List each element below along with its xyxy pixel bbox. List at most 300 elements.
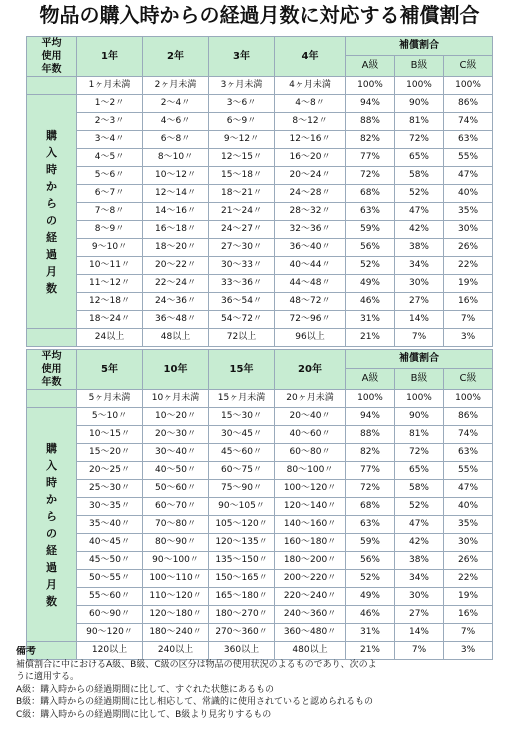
- compensation-rate-cell: 40%: [444, 498, 493, 516]
- elapsed-months-cell: 40～44〃: [275, 257, 346, 275]
- table-row: [27, 113, 493, 131]
- elapsed-months-cell: 50～55〃: [77, 570, 143, 588]
- compensation-rate-cell: 30%: [395, 275, 444, 293]
- compensation-rate-cell: 26%: [444, 552, 493, 570]
- elapsed-months-cell: 10～15〃: [77, 426, 143, 444]
- side-label-blank: [27, 77, 77, 95]
- elapsed-months-cell: 165～180〃: [209, 588, 275, 606]
- table-row: [27, 275, 493, 293]
- elapsed-months-cell: 18～24〃: [77, 311, 143, 329]
- compensation-rate-cell: 47%: [444, 480, 493, 498]
- year-header: 15年: [209, 350, 275, 390]
- elapsed-months-cell: 480以上: [275, 642, 346, 660]
- elapsed-months-cell: 20～25〃: [77, 462, 143, 480]
- compensation-rate-cell: 72%: [346, 167, 395, 185]
- table-row: [27, 408, 493, 426]
- elapsed-months-cell: 1ヶ月未満: [77, 77, 143, 95]
- table-row: [27, 624, 493, 642]
- compensation-rate-cell: 63%: [346, 203, 395, 221]
- compensation-rate-cell: 86%: [444, 408, 493, 426]
- elapsed-months-cell: 70～80〃: [143, 516, 209, 534]
- side-label-char: 月: [46, 577, 57, 591]
- compensation-rate-cell: 26%: [444, 239, 493, 257]
- side-label-char: か: [46, 179, 57, 193]
- elapsed-months-cell: 100～110〃: [143, 570, 209, 588]
- elapsed-months-cell: 180～200〃: [275, 552, 346, 570]
- compensation-rate-cell: 30%: [444, 221, 493, 239]
- compensation-rate-cell: 35%: [444, 516, 493, 534]
- compensation-rate-cell: 31%: [346, 624, 395, 642]
- elapsed-months-cell: 220～240〃: [275, 588, 346, 606]
- elapsed-months-cell: 14～16〃: [143, 203, 209, 221]
- elapsed-months-cell: 135～150〃: [209, 552, 275, 570]
- compensation-rate-cell: 14%: [395, 311, 444, 329]
- compensation-rate-cell: 3%: [444, 642, 493, 660]
- compensation-rate-cell: 34%: [395, 257, 444, 275]
- compensation-rate-cell: 63%: [346, 516, 395, 534]
- grade-header: B級: [395, 55, 444, 76]
- avg-years-header-text: 年数: [41, 377, 62, 388]
- table-row: [27, 203, 493, 221]
- compensation-rate-cell: 100%: [395, 390, 444, 408]
- elapsed-months-cell: 21～24〃: [209, 203, 275, 221]
- elapsed-months-cell: 80～90〃: [143, 534, 209, 552]
- compensation-rate-cell: 49%: [346, 275, 395, 293]
- year-header: 10年: [143, 350, 209, 390]
- table-row: [27, 552, 493, 570]
- year-header: 2年: [143, 37, 209, 77]
- compensation-rate-cell: 46%: [346, 606, 395, 624]
- table-row: [27, 498, 493, 516]
- compensation-rate-cell: 59%: [346, 221, 395, 239]
- compensation-rate-cell: 82%: [346, 444, 395, 462]
- compensation-rate-cell: 63%: [444, 131, 493, 149]
- compensation-rate-cell: 35%: [444, 203, 493, 221]
- elapsed-months-cell: 120～135〃: [209, 534, 275, 552]
- compensation-rate-cell: 42%: [395, 534, 444, 552]
- compensation-rate-cell: 82%: [346, 131, 395, 149]
- notes-section: [16, 646, 516, 721]
- table-row: [27, 77, 493, 95]
- elapsed-months-cell: 4～8〃: [275, 95, 346, 113]
- elapsed-months-cell: 140～160〃: [275, 516, 346, 534]
- elapsed-months-cell: 20ヶ月未満: [275, 390, 346, 408]
- compensation-rate-cell: 7%: [395, 642, 444, 660]
- compensation-rate-cell: 100%: [444, 390, 493, 408]
- elapsed-months-cell: 20～40〃: [275, 408, 346, 426]
- side-label-blank: [27, 390, 77, 408]
- compensation-rate-cell: 68%: [346, 185, 395, 203]
- compensation-rate-cell: 88%: [346, 426, 395, 444]
- compensation-rate-cell: 47%: [444, 167, 493, 185]
- compensation-rate-cell: 47%: [395, 516, 444, 534]
- elapsed-months-cell: 45～60〃: [209, 444, 275, 462]
- side-label-char: か: [46, 492, 57, 506]
- side-label-char: 購: [46, 128, 57, 142]
- elapsed-months-cell: 27～30〃: [209, 239, 275, 257]
- elapsed-months-cell: 60～90〃: [77, 606, 143, 624]
- compensation-rate-cell: 81%: [395, 113, 444, 131]
- elapsed-months-cell: 36～48〃: [143, 311, 209, 329]
- elapsed-months-cell: 12～16〃: [275, 131, 346, 149]
- elapsed-months-cell: 12～15〃: [209, 149, 275, 167]
- grade-header: A級: [346, 368, 395, 389]
- compensation-rate-cell: 58%: [395, 167, 444, 185]
- elapsed-months-cell: 120以上: [77, 642, 143, 660]
- elapsed-months-cell: 5～6〃: [77, 167, 143, 185]
- notes-heading: 備考: [16, 646, 36, 657]
- table-row: [27, 390, 493, 408]
- elapsed-months-cell: 28～32〃: [275, 203, 346, 221]
- elapsed-months-cell: 360以上: [209, 642, 275, 660]
- elapsed-months-cell: 20～24〃: [275, 167, 346, 185]
- compensation-rate-cell: 27%: [395, 293, 444, 311]
- elapsed-months-cell: 45～50〃: [77, 552, 143, 570]
- compensation-rate-cell: 27%: [395, 606, 444, 624]
- compensation-rate-cell: 7%: [444, 624, 493, 642]
- elapsed-months-cell: 33～36〃: [209, 275, 275, 293]
- elapsed-months-cell: 15ヶ月未満: [209, 390, 275, 408]
- avg-years-header-text: 使用: [41, 51, 62, 62]
- elapsed-months-cell: 10～12〃: [143, 167, 209, 185]
- elapsed-months-cell: 24以上: [77, 329, 143, 347]
- side-label-char: 数: [46, 594, 57, 608]
- compensation-rate-cell: 30%: [444, 534, 493, 552]
- elapsed-months-cell: 22～24〃: [143, 275, 209, 293]
- elapsed-months-cell: 180～270〃: [209, 606, 275, 624]
- compensation-table-2: [26, 349, 493, 660]
- side-label: [27, 408, 77, 642]
- elapsed-months-cell: 1～2〃: [77, 95, 143, 113]
- side-label-char: ら: [46, 509, 57, 523]
- elapsed-months-cell: 6～7〃: [77, 185, 143, 203]
- elapsed-months-cell: 15～18〃: [209, 167, 275, 185]
- table-row: [27, 131, 493, 149]
- notes-line: 補償割合に中におけるA級、B級、C級の区分は物品の使用状況のよるものであり、次のよ: [16, 659, 377, 670]
- compensation-rate-cell: 21%: [346, 642, 395, 660]
- elapsed-months-cell: 6～8〃: [143, 131, 209, 149]
- elapsed-months-cell: 7～8〃: [77, 203, 143, 221]
- side-label-blank: [27, 329, 77, 347]
- elapsed-months-cell: 4～6〃: [143, 113, 209, 131]
- elapsed-months-cell: 32～36〃: [275, 221, 346, 239]
- elapsed-months-cell: 40～45〃: [77, 534, 143, 552]
- compensation-header: 補償割合: [346, 350, 493, 369]
- compensation-rate-cell: 63%: [444, 444, 493, 462]
- avg-years-header-text: 平均: [41, 38, 62, 49]
- elapsed-months-cell: 160～180〃: [275, 534, 346, 552]
- compensation-rate-cell: 21%: [346, 329, 395, 347]
- elapsed-months-cell: 180～240〃: [143, 624, 209, 642]
- compensation-rate-cell: 74%: [444, 426, 493, 444]
- side-label-char: 数: [46, 281, 57, 295]
- elapsed-months-cell: 360～480〃: [275, 624, 346, 642]
- elapsed-months-cell: 12～14〃: [143, 185, 209, 203]
- compensation-rate-cell: 72%: [395, 444, 444, 462]
- compensation-rate-cell: 59%: [346, 534, 395, 552]
- elapsed-months-cell: 30～45〃: [209, 426, 275, 444]
- compensation-rate-cell: 100%: [346, 390, 395, 408]
- table-row: [27, 149, 493, 167]
- elapsed-months-cell: 72以上: [209, 329, 275, 347]
- compensation-rate-cell: 77%: [346, 149, 395, 167]
- compensation-rate-cell: 38%: [395, 239, 444, 257]
- elapsed-months-cell: 24～27〃: [209, 221, 275, 239]
- elapsed-months-cell: 9～12〃: [209, 131, 275, 149]
- elapsed-months-cell: 90～100〃: [143, 552, 209, 570]
- side-label-char: の: [46, 213, 57, 227]
- elapsed-months-cell: 54～72〃: [209, 311, 275, 329]
- page-title: 物品の購入時からの経過月数に対応する補償割合: [39, 3, 480, 27]
- compensation-rate-cell: 30%: [395, 588, 444, 606]
- compensation-rate-cell: 46%: [346, 293, 395, 311]
- elapsed-months-cell: 16～18〃: [143, 221, 209, 239]
- compensation-rate-cell: 16%: [444, 293, 493, 311]
- avg-years-header-text: 年数: [41, 64, 62, 75]
- compensation-table-1: [26, 36, 493, 347]
- header-row: [27, 350, 493, 369]
- header-row: [27, 37, 493, 56]
- compensation-header: 補償割合: [346, 37, 493, 56]
- elapsed-months-cell: 100～120〃: [275, 480, 346, 498]
- elapsed-months-cell: 11～12〃: [77, 275, 143, 293]
- side-label-char: 経: [46, 230, 57, 244]
- elapsed-months-cell: 3～4〃: [77, 131, 143, 149]
- compensation-rate-cell: 22%: [444, 257, 493, 275]
- side-label-char: 時: [46, 475, 57, 489]
- compensation-rate-cell: 42%: [395, 221, 444, 239]
- elapsed-months-cell: 30～33〃: [209, 257, 275, 275]
- compensation-rate-cell: 7%: [395, 329, 444, 347]
- notes-line: うに適用する。: [16, 672, 80, 682]
- elapsed-months-cell: 110～120〃: [143, 588, 209, 606]
- elapsed-months-cell: 24～28〃: [275, 185, 346, 203]
- compensation-rate-cell: 94%: [346, 408, 395, 426]
- table-row: [27, 221, 493, 239]
- elapsed-months-cell: 18～21〃: [209, 185, 275, 203]
- elapsed-months-cell: 270～360〃: [209, 624, 275, 642]
- compensation-rate-cell: 52%: [395, 498, 444, 516]
- elapsed-months-cell: 20～22〃: [143, 257, 209, 275]
- elapsed-months-cell: 16～20〃: [275, 149, 346, 167]
- elapsed-months-cell: 15～20〃: [77, 444, 143, 462]
- side-label-char: 経: [46, 543, 57, 557]
- side-label-char: 月: [46, 264, 57, 278]
- compensation-rate-cell: 90%: [395, 408, 444, 426]
- elapsed-months-cell: 2ヶ月未満: [143, 77, 209, 95]
- elapsed-months-cell: 105～120〃: [209, 516, 275, 534]
- elapsed-months-cell: 44～48〃: [275, 275, 346, 293]
- compensation-rate-cell: 38%: [395, 552, 444, 570]
- elapsed-months-cell: 10ヶ月未満: [143, 390, 209, 408]
- elapsed-months-cell: 72～96〃: [275, 311, 346, 329]
- side-label-char: の: [46, 526, 57, 540]
- grade-header: C級: [444, 55, 493, 76]
- elapsed-months-cell: 35～40〃: [77, 516, 143, 534]
- compensation-rate-cell: 14%: [395, 624, 444, 642]
- elapsed-months-cell: 80～100〃: [275, 462, 346, 480]
- notes-line: B級：購入時からの経過期間に比し相応して、常識的に使用されていると認められるもの: [16, 697, 373, 707]
- compensation-rate-cell: 52%: [346, 570, 395, 588]
- elapsed-months-cell: 2～4〃: [143, 95, 209, 113]
- grade-header: A級: [346, 55, 395, 76]
- notes-line: A級：購入時からの経過期間に比して、すぐれた状態にあるもの: [16, 684, 274, 695]
- elapsed-months-cell: 240以上: [143, 642, 209, 660]
- elapsed-months-cell: 5ヶ月未満: [77, 390, 143, 408]
- table-row: [27, 426, 493, 444]
- compensation-rate-cell: 65%: [395, 462, 444, 480]
- elapsed-months-cell: 200～220〃: [275, 570, 346, 588]
- elapsed-months-cell: 36～40〃: [275, 239, 346, 257]
- table-row: [27, 606, 493, 624]
- elapsed-months-cell: 2～3〃: [77, 113, 143, 131]
- side-label: [27, 95, 77, 329]
- elapsed-months-cell: 8～10〃: [143, 149, 209, 167]
- compensation-rate-cell: 3%: [444, 329, 493, 347]
- compensation-rate-cell: 49%: [346, 588, 395, 606]
- compensation-rate-cell: 74%: [444, 113, 493, 131]
- compensation-rate-cell: 72%: [346, 480, 395, 498]
- elapsed-months-cell: 9～10〃: [77, 239, 143, 257]
- table-row: [27, 444, 493, 462]
- elapsed-months-cell: 60～80〃: [275, 444, 346, 462]
- elapsed-months-cell: 3～6〃: [209, 95, 275, 113]
- elapsed-months-cell: 6～9〃: [209, 113, 275, 131]
- grade-header: C級: [444, 368, 493, 389]
- side-label-char: 時: [46, 162, 57, 176]
- elapsed-months-cell: 20～30〃: [143, 426, 209, 444]
- compensation-rate-cell: 56%: [346, 239, 395, 257]
- year-header: 5年: [77, 350, 143, 390]
- avg-years-header-text: 使用: [41, 364, 62, 375]
- year-header: 1年: [77, 37, 143, 77]
- elapsed-months-cell: 120～180〃: [143, 606, 209, 624]
- elapsed-months-cell: 4～5〃: [77, 149, 143, 167]
- avg-years-header-text: 平均: [41, 351, 62, 362]
- elapsed-months-cell: 150～165〃: [209, 570, 275, 588]
- table-row: [27, 480, 493, 498]
- elapsed-months-cell: 10～20〃: [143, 408, 209, 426]
- table-row: [27, 516, 493, 534]
- compensation-rate-cell: 94%: [346, 95, 395, 113]
- side-label-char: 過: [46, 247, 57, 261]
- compensation-rate-cell: 7%: [444, 311, 493, 329]
- elapsed-months-cell: 40～50〃: [143, 462, 209, 480]
- elapsed-months-cell: 90～105〃: [209, 498, 275, 516]
- table-row: [27, 167, 493, 185]
- elapsed-months-cell: 50～60〃: [143, 480, 209, 498]
- table-row: [27, 588, 493, 606]
- elapsed-months-cell: 30～40〃: [143, 444, 209, 462]
- compensation-rate-cell: 16%: [444, 606, 493, 624]
- compensation-rate-cell: 52%: [346, 257, 395, 275]
- elapsed-months-cell: 12～18〃: [77, 293, 143, 311]
- elapsed-months-cell: 96以上: [275, 329, 346, 347]
- elapsed-months-cell: 48～72〃: [275, 293, 346, 311]
- table-row: [27, 185, 493, 203]
- grade-header: B級: [395, 368, 444, 389]
- year-header: 20年: [275, 350, 346, 390]
- elapsed-months-cell: 15～30〃: [209, 408, 275, 426]
- avg-years-header: [27, 37, 77, 77]
- elapsed-months-cell: 36～54〃: [209, 293, 275, 311]
- compensation-rate-cell: 40%: [444, 185, 493, 203]
- table-row: [27, 95, 493, 113]
- elapsed-months-cell: 75～90〃: [209, 480, 275, 498]
- elapsed-months-cell: 4ヶ月未満: [275, 77, 346, 95]
- elapsed-months-cell: 18～20〃: [143, 239, 209, 257]
- compensation-rate-cell: 81%: [395, 426, 444, 444]
- compensation-rate-cell: 56%: [346, 552, 395, 570]
- compensation-rate-cell: 88%: [346, 113, 395, 131]
- elapsed-months-cell: 24～36〃: [143, 293, 209, 311]
- table-row: [27, 534, 493, 552]
- elapsed-months-cell: 40～60〃: [275, 426, 346, 444]
- avg-years-header: [27, 350, 77, 390]
- table-row: [27, 239, 493, 257]
- table-row: [27, 570, 493, 588]
- compensation-rate-cell: 100%: [395, 77, 444, 95]
- table-row: [27, 311, 493, 329]
- year-header: 3年: [209, 37, 275, 77]
- notes-line: C級：購入時からの経過期間に比して、B級より見劣りするもの: [16, 709, 272, 720]
- elapsed-months-cell: 5～10〃: [77, 408, 143, 426]
- compensation-rate-cell: 55%: [444, 149, 493, 167]
- elapsed-months-cell: 8～12〃: [275, 113, 346, 131]
- side-label-char: 購: [46, 441, 57, 455]
- elapsed-months-cell: 240～360〃: [275, 606, 346, 624]
- elapsed-months-cell: 60～70〃: [143, 498, 209, 516]
- compensation-rate-cell: 86%: [444, 95, 493, 113]
- compensation-rate-cell: 72%: [395, 131, 444, 149]
- elapsed-months-cell: 60～75〃: [209, 462, 275, 480]
- compensation-rate-cell: 90%: [395, 95, 444, 113]
- side-label-char: 過: [46, 560, 57, 574]
- compensation-rate-cell: 68%: [346, 498, 395, 516]
- elapsed-months-cell: 120～140〃: [275, 498, 346, 516]
- elapsed-months-cell: 30～35〃: [77, 498, 143, 516]
- compensation-rate-cell: 19%: [444, 588, 493, 606]
- compensation-rate-cell: 52%: [395, 185, 444, 203]
- compensation-rate-cell: 55%: [444, 462, 493, 480]
- table-row: [27, 257, 493, 275]
- elapsed-months-cell: 90～120〃: [77, 624, 143, 642]
- table-row: [27, 462, 493, 480]
- compensation-rate-cell: 19%: [444, 275, 493, 293]
- elapsed-months-cell: 25～30〃: [77, 480, 143, 498]
- side-label-char: ら: [46, 196, 57, 210]
- elapsed-months-cell: 8～9〃: [77, 221, 143, 239]
- compensation-rate-cell: 31%: [346, 311, 395, 329]
- table-row: [27, 329, 493, 347]
- compensation-rate-cell: 65%: [395, 149, 444, 167]
- compensation-rate-cell: 58%: [395, 480, 444, 498]
- year-header: 4年: [275, 37, 346, 77]
- compensation-rate-cell: 100%: [444, 77, 493, 95]
- elapsed-months-cell: 55～60〃: [77, 588, 143, 606]
- table-row: [27, 293, 493, 311]
- compensation-rate-cell: 77%: [346, 462, 395, 480]
- compensation-rate-cell: 22%: [444, 570, 493, 588]
- compensation-rate-cell: 47%: [395, 203, 444, 221]
- compensation-rate-cell: 100%: [346, 77, 395, 95]
- side-label-char: 入: [46, 145, 57, 159]
- compensation-rate-cell: 34%: [395, 570, 444, 588]
- elapsed-months-cell: 10～11〃: [77, 257, 143, 275]
- side-label-char: 入: [46, 458, 57, 472]
- elapsed-months-cell: 48以上: [143, 329, 209, 347]
- elapsed-months-cell: 3ヶ月未満: [209, 77, 275, 95]
